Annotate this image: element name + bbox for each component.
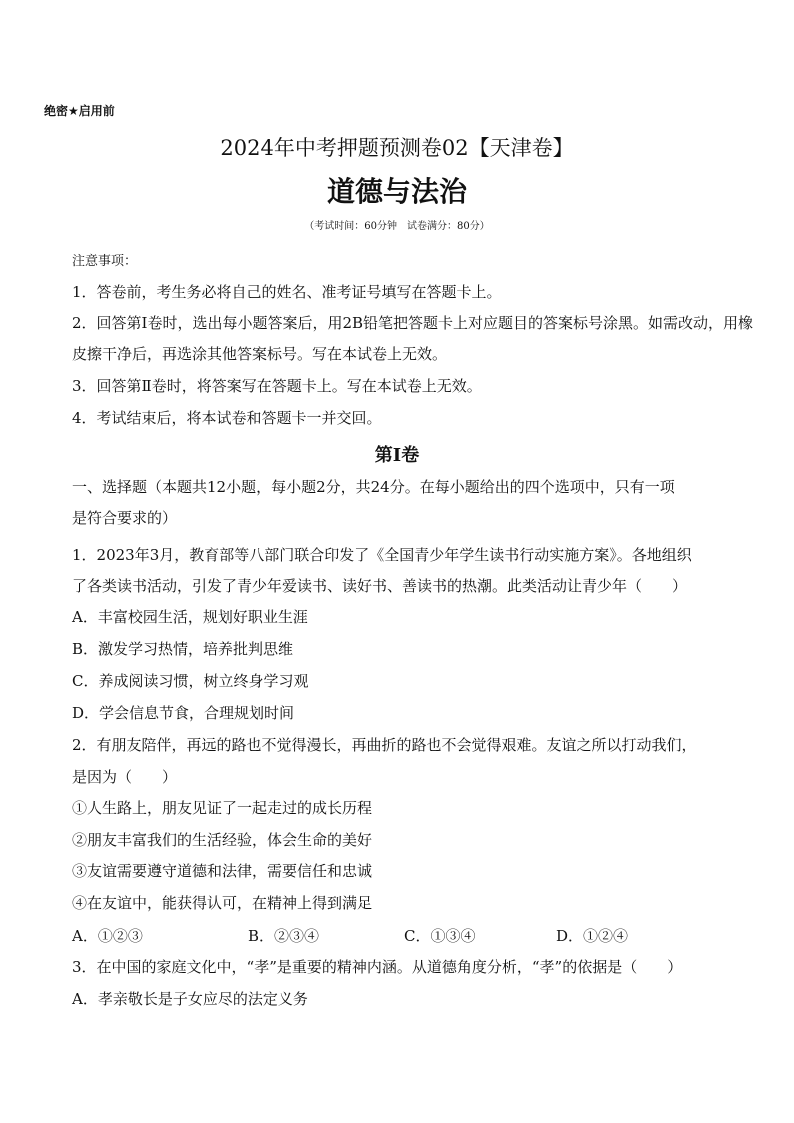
- section-title: 第Ⅰ卷: [374, 445, 420, 466]
- question-2-option-d: D．①②④: [556, 927, 629, 945]
- question-2-statement: ②朋友丰富我们的生活经验，体会生命的美好: [72, 831, 373, 849]
- question-2-option-b: B．②③④: [248, 927, 320, 945]
- question-2-statement: ①人生路上，朋友见证了一起走过的成长历程: [72, 799, 373, 817]
- question-3-option-a: A．孝亲敬长是子女应尽的法定义务: [72, 990, 308, 1008]
- question-1-option-c: C．养成阅读习惯，树立终身学习观: [72, 672, 309, 690]
- question-2-stem: 是因为（ ）: [72, 768, 178, 786]
- notes-heading: 注意事项：: [72, 254, 138, 269]
- note-item: 皮擦干净后，再选涂其他答案标号。写在本试卷上无效。: [72, 345, 448, 363]
- question-1-stem: 1．2023年3月，教育部等八部门联合印发了《全国青少年学生读书行动实施方案》。各地组织: [72, 546, 692, 564]
- question-1-option-a: A．丰富校园生活，规划好职业生涯: [72, 608, 308, 626]
- question-2-statement: ④在友谊中，能获得认可，在精神上得到满足: [72, 894, 373, 912]
- question-2-option-c: C．①③④: [404, 927, 476, 945]
- question-2-statement: ③友谊需要遵守道德和法律，需要信任和忠诚: [72, 862, 373, 880]
- exam-title: 2024年中考押题预测卷02【天津卷】: [220, 136, 574, 160]
- note-item: 2．回答第Ⅰ卷时，选出每小题答案后，用2B铅笔把答题卡上对应题目的答案标号涂黑。如需改动，用橡: [72, 314, 754, 332]
- question-2-stem: 2．有朋友陪伴，再远的路也不觉得漫长，再曲折的路也不会觉得艰难。友谊之所以打动我们，: [72, 736, 697, 754]
- note-item: 4．考试结束后，将本试卷和答题卡一并交回。: [72, 409, 382, 427]
- question-3-stem: 3．在中国的家庭文化中，“孝”是重要的精神内涵。从道德角度分析，“孝”的依据是（ ）: [72, 958, 683, 976]
- exam-info: （考试时间：60分钟 试卷满分：80分）: [304, 221, 490, 232]
- section-instruction: 是符合要求的）: [72, 509, 178, 527]
- note-item: 1．答卷前，考生务必将自己的姓名、准考证号填写在答题卡上。: [72, 283, 502, 301]
- question-1-option-b: B．激发学习热情，培养批判思维: [72, 640, 294, 658]
- question-1-stem: 了各类读书活动，引发了青少年爱读书、读好书、善读书的热潮。此类活动让青少年（ ）: [72, 577, 688, 595]
- section-instruction: 一、选择题（本题共12小题，每小题2分，共24分。在每小题给出的四个选项中，只有一项: [72, 478, 675, 496]
- question-1-option-d: D．学会信息节食，合理规划时间: [72, 704, 295, 722]
- subject-title: 道德与法治: [326, 175, 467, 208]
- question-2-option-a: A．①②③: [72, 927, 143, 945]
- note-item: 3．回答第Ⅱ卷时，将答案写在答题卡上。写在本试卷上无效。: [72, 377, 482, 395]
- confidential-label: 绝密★启用前: [44, 104, 115, 118]
